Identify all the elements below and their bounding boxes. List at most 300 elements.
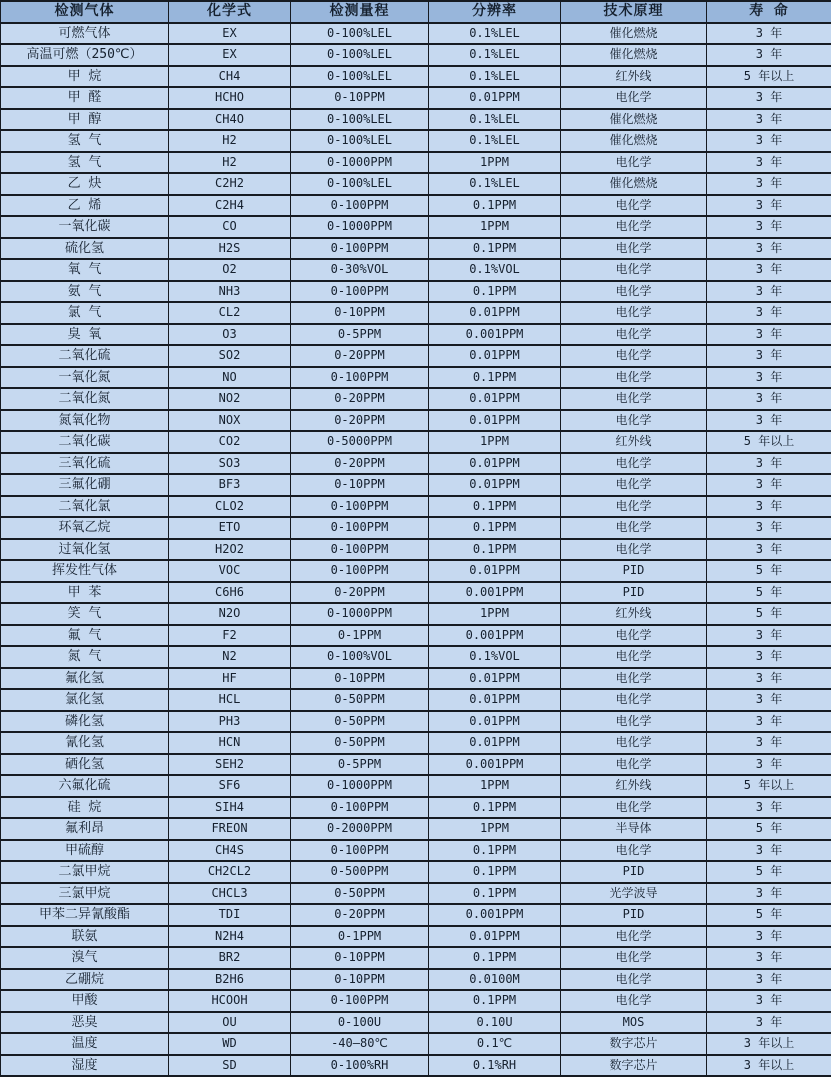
- resolution-cell: 0.01PPM: [429, 453, 561, 475]
- table-row: [1, 195, 831, 217]
- principle-cell: 电化学: [561, 216, 707, 238]
- principle-cell: 催化燃烧: [561, 23, 707, 45]
- table-row: [1, 711, 831, 733]
- gas-name-cell: 二氧化氯: [1, 496, 169, 518]
- lifespan-cell: 5 年: [707, 818, 831, 840]
- table-row: [1, 861, 831, 883]
- formula-cell: HF: [169, 668, 291, 690]
- principle-cell: 红外线: [561, 66, 707, 88]
- lifespan-cell: 3 年: [707, 797, 831, 819]
- formula-cell: NO: [169, 367, 291, 389]
- lifespan-cell: 3 年: [707, 732, 831, 754]
- resolution-cell: 0.001PPM: [429, 582, 561, 604]
- table-row: [1, 625, 831, 647]
- lifespan-cell: 3 年: [707, 130, 831, 152]
- principle-cell: MOS: [561, 1012, 707, 1034]
- table-row: [1, 66, 831, 88]
- formula-cell: HCHO: [169, 87, 291, 109]
- gas-name-cell: 挥发性气体: [1, 560, 169, 582]
- range-cell: 0-2000PPM: [291, 818, 429, 840]
- lifespan-cell: 3 年以上: [707, 1055, 831, 1077]
- range-cell: 0-10PPM: [291, 947, 429, 969]
- resolution-cell: 0.001PPM: [429, 324, 561, 346]
- gas-name-cell: 二氧化碳: [1, 431, 169, 453]
- formula-cell: CH4O: [169, 109, 291, 131]
- formula-cell: C2H2: [169, 173, 291, 195]
- lifespan-cell: 3 年: [707, 689, 831, 711]
- table-row: [1, 109, 831, 131]
- formula-cell: CH4: [169, 66, 291, 88]
- lifespan-cell: 3 年: [707, 367, 831, 389]
- range-cell: 0-10PPM: [291, 474, 429, 496]
- table-row: [1, 302, 831, 324]
- range-cell: 0-100PPM: [291, 990, 429, 1012]
- gas-name-cell: 磷化氢: [1, 711, 169, 733]
- formula-cell: N2: [169, 646, 291, 668]
- lifespan-cell: 3 年: [707, 474, 831, 496]
- range-cell: 0-1000PPM: [291, 216, 429, 238]
- table-row: [1, 646, 831, 668]
- formula-cell: CLO2: [169, 496, 291, 518]
- resolution-cell: 0.1PPM: [429, 797, 561, 819]
- range-cell: 0-1000PPM: [291, 603, 429, 625]
- principle-cell: 电化学: [561, 711, 707, 733]
- resolution-cell: 0.1PPM: [429, 238, 561, 260]
- range-cell: 0-100%LEL: [291, 109, 429, 131]
- table-row: [1, 775, 831, 797]
- range-cell: 0-10PPM: [291, 87, 429, 109]
- table-row: [1, 797, 831, 819]
- resolution-cell: 0.1PPM: [429, 861, 561, 883]
- resolution-cell: 0.01PPM: [429, 668, 561, 690]
- table-row: [1, 281, 831, 303]
- gas-name-cell: 溴气: [1, 947, 169, 969]
- table-row: [1, 603, 831, 625]
- lifespan-cell: 3 年以上: [707, 1033, 831, 1055]
- formula-cell: WD: [169, 1033, 291, 1055]
- lifespan-cell: 3 年: [707, 44, 831, 66]
- formula-cell: O2: [169, 259, 291, 281]
- gas-name-cell: 甲 醇: [1, 109, 169, 131]
- range-cell: 0-50PPM: [291, 689, 429, 711]
- table-row: [1, 474, 831, 496]
- gas-name-cell: 氮氧化物: [1, 410, 169, 432]
- gas-name-cell: 硫化氢: [1, 238, 169, 260]
- range-cell: 0-100PPM: [291, 560, 429, 582]
- resolution-cell: 1PPM: [429, 818, 561, 840]
- formula-cell: F2: [169, 625, 291, 647]
- resolution-cell: 0.1%RH: [429, 1055, 561, 1077]
- gas-name-cell: 氢 气: [1, 152, 169, 174]
- formula-cell: SO2: [169, 345, 291, 367]
- range-cell: 0-100%LEL: [291, 44, 429, 66]
- range-cell: 0-100%VOL: [291, 646, 429, 668]
- resolution-cell: 0.1%LEL: [429, 109, 561, 131]
- range-cell: 0-100PPM: [291, 539, 429, 561]
- gas-name-cell: 三氧化硫: [1, 453, 169, 475]
- principle-cell: 电化学: [561, 474, 707, 496]
- principle-cell: 电化学: [561, 797, 707, 819]
- column-header-range: 检测量程: [291, 1, 429, 23]
- range-cell: 0-100%LEL: [291, 23, 429, 45]
- lifespan-cell: 5 年以上: [707, 66, 831, 88]
- lifespan-cell: 3 年: [707, 517, 831, 539]
- principle-cell: 电化学: [561, 840, 707, 862]
- principle-cell: 电化学: [561, 969, 707, 991]
- principle-cell: 电化学: [561, 668, 707, 690]
- column-header-gas: 检测气体: [1, 1, 169, 23]
- principle-cell: 电化学: [561, 926, 707, 948]
- gas-name-cell: 甲 苯: [1, 582, 169, 604]
- formula-cell: SD: [169, 1055, 291, 1077]
- lifespan-cell: 3 年: [707, 324, 831, 346]
- range-cell: 0-100PPM: [291, 281, 429, 303]
- resolution-cell: 0.10U: [429, 1012, 561, 1034]
- principle-cell: 电化学: [561, 646, 707, 668]
- gas-name-cell: 过氧化氢: [1, 539, 169, 561]
- formula-cell: H2O2: [169, 539, 291, 561]
- lifespan-cell: 3 年: [707, 410, 831, 432]
- table-row: [1, 44, 831, 66]
- gas-name-cell: 温度: [1, 1033, 169, 1055]
- lifespan-cell: 3 年: [707, 216, 831, 238]
- gas-name-cell: 硅 烷: [1, 797, 169, 819]
- table-row: [1, 1012, 831, 1034]
- gas-name-cell: 乙 炔: [1, 173, 169, 195]
- resolution-cell: 0.1PPM: [429, 840, 561, 862]
- range-cell: 0-100PPM: [291, 496, 429, 518]
- formula-cell: NOX: [169, 410, 291, 432]
- gas-name-cell: 联氨: [1, 926, 169, 948]
- lifespan-cell: 3 年: [707, 345, 831, 367]
- resolution-cell: 0.1%VOL: [429, 646, 561, 668]
- resolution-cell: 0.1PPM: [429, 195, 561, 217]
- formula-cell: C6H6: [169, 582, 291, 604]
- principle-cell: 电化学: [561, 195, 707, 217]
- gas-name-cell: 臭 氧: [1, 324, 169, 346]
- principle-cell: 数字芯片: [561, 1033, 707, 1055]
- range-cell: 0-10PPM: [291, 668, 429, 690]
- column-header-principle: 技术原理: [561, 1, 707, 23]
- column-header-formula: 化学式: [169, 1, 291, 23]
- gas-name-cell: 笑 气: [1, 603, 169, 625]
- formula-cell: EX: [169, 23, 291, 45]
- formula-cell: SEH2: [169, 754, 291, 776]
- range-cell: 0-100PPM: [291, 195, 429, 217]
- range-cell: 0-100%LEL: [291, 130, 429, 152]
- lifespan-cell: 3 年: [707, 711, 831, 733]
- gas-name-cell: 二氧化硫: [1, 345, 169, 367]
- range-cell: 0-100PPM: [291, 797, 429, 819]
- gas-name-cell: 氟利昂: [1, 818, 169, 840]
- table-row: [1, 754, 831, 776]
- principle-cell: 催化燃烧: [561, 130, 707, 152]
- table-body: [1, 23, 831, 1077]
- range-cell: -40—80℃: [291, 1033, 429, 1055]
- formula-cell: N2H4: [169, 926, 291, 948]
- range-cell: 0-100%LEL: [291, 66, 429, 88]
- formula-cell: SO3: [169, 453, 291, 475]
- range-cell: 0-50PPM: [291, 711, 429, 733]
- formula-cell: BF3: [169, 474, 291, 496]
- table-row: [1, 926, 831, 948]
- gas-name-cell: 氮 气: [1, 646, 169, 668]
- range-cell: 0-100PPM: [291, 238, 429, 260]
- resolution-cell: 0.01PPM: [429, 474, 561, 496]
- principle-cell: 电化学: [561, 539, 707, 561]
- lifespan-cell: 3 年: [707, 302, 831, 324]
- principle-cell: 电化学: [561, 453, 707, 475]
- resolution-cell: 0.0100M: [429, 969, 561, 991]
- table-row: [1, 668, 831, 690]
- lifespan-cell: 3 年: [707, 281, 831, 303]
- range-cell: 0-50PPM: [291, 883, 429, 905]
- column-header-resolution: 分辨率: [429, 1, 561, 23]
- resolution-cell: 0.01PPM: [429, 732, 561, 754]
- resolution-cell: 0.1%LEL: [429, 23, 561, 45]
- resolution-cell: 0.01PPM: [429, 388, 561, 410]
- table-row: [1, 883, 831, 905]
- resolution-cell: 0.1PPM: [429, 883, 561, 905]
- principle-cell: 电化学: [561, 302, 707, 324]
- range-cell: 0-100U: [291, 1012, 429, 1034]
- principle-cell: 红外线: [561, 431, 707, 453]
- formula-cell: HCOOH: [169, 990, 291, 1012]
- principle-cell: 电化学: [561, 732, 707, 754]
- formula-cell: OU: [169, 1012, 291, 1034]
- range-cell: 0-5PPM: [291, 324, 429, 346]
- gas-name-cell: 氟化氢: [1, 668, 169, 690]
- lifespan-cell: 3 年: [707, 539, 831, 561]
- lifespan-cell: 3 年: [707, 388, 831, 410]
- principle-cell: 电化学: [561, 517, 707, 539]
- resolution-cell: 0.1PPM: [429, 281, 561, 303]
- resolution-cell: 0.1PPM: [429, 990, 561, 1012]
- table-row: [1, 453, 831, 475]
- table-row: [1, 969, 831, 991]
- table-row: [1, 818, 831, 840]
- principle-cell: 电化学: [561, 625, 707, 647]
- table-row: [1, 130, 831, 152]
- range-cell: 0-20PPM: [291, 410, 429, 432]
- lifespan-cell: 3 年: [707, 1012, 831, 1034]
- range-cell: 0-5000PPM: [291, 431, 429, 453]
- range-cell: 0-30%VOL: [291, 259, 429, 281]
- gas-name-cell: 湿度: [1, 1055, 169, 1077]
- table-row: [1, 732, 831, 754]
- resolution-cell: 0.001PPM: [429, 625, 561, 647]
- table-row: [1, 324, 831, 346]
- principle-cell: 电化学: [561, 324, 707, 346]
- gas-name-cell: 三氟化硼: [1, 474, 169, 496]
- range-cell: 0-20PPM: [291, 388, 429, 410]
- gas-name-cell: 二氯甲烷: [1, 861, 169, 883]
- resolution-cell: 0.1%LEL: [429, 44, 561, 66]
- formula-cell: O3: [169, 324, 291, 346]
- formula-cell: SF6: [169, 775, 291, 797]
- resolution-cell: 0.1PPM: [429, 947, 561, 969]
- gas-name-cell: 三氯甲烷: [1, 883, 169, 905]
- lifespan-cell: 3 年: [707, 109, 831, 131]
- resolution-cell: 0.001PPM: [429, 904, 561, 926]
- table-row: [1, 947, 831, 969]
- lifespan-cell: 3 年: [707, 195, 831, 217]
- gas-name-cell: 高温可燃（250℃）: [1, 44, 169, 66]
- gas-name-cell: 乙硼烷: [1, 969, 169, 991]
- principle-cell: 电化学: [561, 496, 707, 518]
- gas-name-cell: 甲硫醇: [1, 840, 169, 862]
- range-cell: 0-100PPM: [291, 367, 429, 389]
- gas-name-cell: 可燃气体: [1, 23, 169, 45]
- table-row: [1, 173, 831, 195]
- table-row: [1, 388, 831, 410]
- range-cell: 0-1PPM: [291, 625, 429, 647]
- lifespan-cell: 3 年: [707, 754, 831, 776]
- range-cell: 0-500PPM: [291, 861, 429, 883]
- resolution-cell: 0.001PPM: [429, 754, 561, 776]
- formula-cell: NH3: [169, 281, 291, 303]
- principle-cell: 电化学: [561, 87, 707, 109]
- formula-cell: HCN: [169, 732, 291, 754]
- principle-cell: PID: [561, 861, 707, 883]
- formula-cell: CH4S: [169, 840, 291, 862]
- principle-cell: 催化燃烧: [561, 109, 707, 131]
- table-row: [1, 152, 831, 174]
- formula-cell: VOC: [169, 560, 291, 582]
- resolution-cell: 1PPM: [429, 216, 561, 238]
- resolution-cell: 1PPM: [429, 152, 561, 174]
- lifespan-cell: 3 年: [707, 668, 831, 690]
- resolution-cell: 0.01PPM: [429, 926, 561, 948]
- lifespan-cell: 3 年: [707, 947, 831, 969]
- formula-cell: ETO: [169, 517, 291, 539]
- table-row: [1, 560, 831, 582]
- gas-name-cell: 氢 气: [1, 130, 169, 152]
- column-header-lifespan: 寿 命: [707, 1, 831, 23]
- range-cell: 0-1000PPM: [291, 775, 429, 797]
- formula-cell: FREON: [169, 818, 291, 840]
- resolution-cell: 0.1PPM: [429, 367, 561, 389]
- range-cell: 0-50PPM: [291, 732, 429, 754]
- principle-cell: 光学波导: [561, 883, 707, 905]
- resolution-cell: 0.01PPM: [429, 302, 561, 324]
- principle-cell: 数字芯片: [561, 1055, 707, 1077]
- table-row: [1, 259, 831, 281]
- lifespan-cell: 3 年: [707, 646, 831, 668]
- formula-cell: PH3: [169, 711, 291, 733]
- principle-cell: 电化学: [561, 367, 707, 389]
- lifespan-cell: 3 年: [707, 87, 831, 109]
- principle-cell: 电化学: [561, 689, 707, 711]
- range-cell: 0-20PPM: [291, 904, 429, 926]
- resolution-cell: 0.1℃: [429, 1033, 561, 1055]
- table-row: [1, 431, 831, 453]
- lifespan-cell: 3 年: [707, 259, 831, 281]
- range-cell: 0-1000PPM: [291, 152, 429, 174]
- principle-cell: PID: [561, 560, 707, 582]
- resolution-cell: 0.01PPM: [429, 87, 561, 109]
- principle-cell: 电化学: [561, 754, 707, 776]
- principle-cell: 电化学: [561, 281, 707, 303]
- formula-cell: SIH4: [169, 797, 291, 819]
- principle-cell: 半导体: [561, 818, 707, 840]
- gas-name-cell: 硒化氢: [1, 754, 169, 776]
- formula-cell: C2H4: [169, 195, 291, 217]
- gas-name-cell: 一氧化碳: [1, 216, 169, 238]
- lifespan-cell: 5 年: [707, 560, 831, 582]
- table-row: [1, 539, 831, 561]
- gas-name-cell: 氟 气: [1, 625, 169, 647]
- resolution-cell: 0.1PPM: [429, 496, 561, 518]
- range-cell: 0-100PPM: [291, 840, 429, 862]
- lifespan-cell: 3 年: [707, 453, 831, 475]
- range-cell: 0-1PPM: [291, 926, 429, 948]
- gas-name-cell: 一氧化氮: [1, 367, 169, 389]
- gas-name-cell: 氨 气: [1, 281, 169, 303]
- lifespan-cell: 3 年: [707, 625, 831, 647]
- principle-cell: 电化学: [561, 152, 707, 174]
- lifespan-cell: 3 年: [707, 990, 831, 1012]
- range-cell: 0-20PPM: [291, 345, 429, 367]
- lifespan-cell: 3 年: [707, 969, 831, 991]
- gas-name-cell: 六氟化硫: [1, 775, 169, 797]
- table-row: [1, 238, 831, 260]
- resolution-cell: 0.1%VOL: [429, 259, 561, 281]
- gas-name-cell: 氯化氢: [1, 689, 169, 711]
- table-row: [1, 87, 831, 109]
- range-cell: 0-20PPM: [291, 582, 429, 604]
- resolution-cell: 0.1%LEL: [429, 66, 561, 88]
- table-row: [1, 582, 831, 604]
- header-row: [1, 1, 831, 23]
- range-cell: 0-10PPM: [291, 302, 429, 324]
- formula-cell: CO2: [169, 431, 291, 453]
- resolution-cell: 0.1PPM: [429, 539, 561, 561]
- table-row: [1, 904, 831, 926]
- resolution-cell: 0.1%LEL: [429, 173, 561, 195]
- lifespan-cell: 5 年: [707, 904, 831, 926]
- formula-cell: N2O: [169, 603, 291, 625]
- lifespan-cell: 3 年: [707, 883, 831, 905]
- lifespan-cell: 5 年: [707, 603, 831, 625]
- lifespan-cell: 5 年: [707, 861, 831, 883]
- table-row: [1, 496, 831, 518]
- lifespan-cell: 3 年: [707, 173, 831, 195]
- range-cell: 0-20PPM: [291, 453, 429, 475]
- formula-cell: NO2: [169, 388, 291, 410]
- lifespan-cell: 5 年以上: [707, 431, 831, 453]
- gas-name-cell: 恶臭: [1, 1012, 169, 1034]
- resolution-cell: 0.01PPM: [429, 560, 561, 582]
- resolution-cell: 0.1%LEL: [429, 130, 561, 152]
- resolution-cell: 0.01PPM: [429, 711, 561, 733]
- resolution-cell: 1PPM: [429, 431, 561, 453]
- formula-cell: H2S: [169, 238, 291, 260]
- resolution-cell: 0.01PPM: [429, 345, 561, 367]
- resolution-cell: 1PPM: [429, 603, 561, 625]
- gas-name-cell: 二氧化氮: [1, 388, 169, 410]
- principle-cell: 电化学: [561, 238, 707, 260]
- principle-cell: 催化燃烧: [561, 44, 707, 66]
- gas-name-cell: 氧 气: [1, 259, 169, 281]
- principle-cell: 电化学: [561, 259, 707, 281]
- lifespan-cell: 3 年: [707, 840, 831, 862]
- principle-cell: 催化燃烧: [561, 173, 707, 195]
- formula-cell: EX: [169, 44, 291, 66]
- formula-cell: CH2CL2: [169, 861, 291, 883]
- range-cell: 0-100PPM: [291, 517, 429, 539]
- gas-name-cell: 甲 醛: [1, 87, 169, 109]
